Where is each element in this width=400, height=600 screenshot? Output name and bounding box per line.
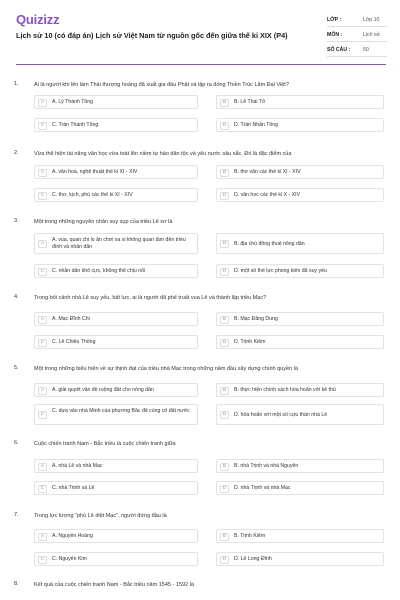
option-letter: B: [220, 463, 229, 471]
option-d[interactable]: [216, 404, 384, 425]
option-letter: C: [38, 411, 47, 419]
option-b[interactable]: [216, 165, 384, 179]
option-d[interactable]: [216, 335, 384, 349]
option-letter: B: [220, 533, 229, 541]
option-c[interactable]: [34, 264, 198, 278]
option-b[interactable]: [216, 95, 384, 109]
option-letter: A: [38, 533, 47, 541]
option-letter: D: [220, 268, 229, 276]
option-text: D. Lê Long Đĩnh: [234, 556, 272, 562]
option-letter: C: [38, 556, 47, 564]
question-text: Kết quả của cuộc chiến tranh Nam - Bắc triều năm 1545 - 1592 là: [34, 582, 194, 588]
question-text: Trong lực lượng "phù Lê diệt Mạc", người đứng đầu là: [34, 513, 167, 519]
option-text: A. văn hoá, nghệ thuật thế kỉ XI - XIV: [52, 169, 138, 175]
meta-count-value: 50: [363, 47, 369, 53]
option-letter: A: [38, 463, 47, 471]
option-text: D. văn học các thế kỉ X - XIV: [234, 192, 301, 198]
meta-count-label: SỐ CÂU :: [327, 47, 351, 53]
option-a[interactable]: [34, 233, 198, 254]
question-text: Vừa thể hiện tài năng văn học vừa toát lên niềm tự hào dân tộc và yêu nước sâu sắc. Đó là đặc điểm của: [34, 151, 292, 157]
option-a[interactable]: [34, 95, 198, 109]
option-text: D. một số thế lực phong kiến đã suy yếu: [234, 268, 327, 274]
option-letter: D: [220, 556, 229, 564]
option-letter: A: [38, 169, 47, 177]
option-a[interactable]: [34, 383, 198, 397]
option-letter: C: [38, 485, 47, 493]
option-letter: C: [38, 192, 47, 200]
meta-divider: [327, 26, 387, 27]
option-text: A. Nguyễn Hoàng: [52, 533, 93, 539]
option-text: B. thơ văn các thế kỉ XI - XIV: [234, 169, 301, 175]
option-letter: A: [38, 387, 47, 395]
option-text: B. Trịnh Kiểm: [234, 533, 266, 539]
option-d[interactable]: [216, 118, 384, 132]
option-letter: C: [38, 268, 47, 276]
option-letter: C: [38, 122, 47, 130]
question-number: 8.: [14, 581, 19, 587]
option-letter: D: [220, 339, 229, 347]
option-letter: B: [220, 240, 229, 248]
option-a[interactable]: [34, 165, 198, 179]
option-text: C. dựa vào nhà Minh của phương Bắc để củng cố đất nước: [52, 408, 190, 414]
option-letter: B: [220, 169, 229, 177]
meta-subject-label: MÔN :: [327, 32, 343, 38]
option-text: B. thực hiện chính sách hòa hoãn với kẻ thù: [234, 387, 336, 393]
option-c[interactable]: [34, 404, 198, 425]
option-letter: D: [220, 122, 229, 130]
option-text: A. Lý Thánh Tông: [52, 99, 94, 105]
question-number: 2.: [14, 150, 19, 156]
option-a[interactable]: [34, 312, 198, 326]
quizizz-logo: Quizizz: [16, 12, 60, 27]
option-letter: C: [38, 339, 47, 347]
option-text: D. nhà Trịnh và nhà Mạc: [234, 485, 291, 491]
option-c[interactable]: [34, 118, 198, 132]
option-text: C. thơ, kịch, phú các thế kỉ XI - XIV: [52, 192, 133, 198]
question-number: 4.: [14, 294, 19, 300]
meta-divider: [327, 41, 387, 42]
option-text: B. địa chủ đông thuế nông dân: [234, 240, 305, 247]
option-text: A. Mạc Đĩnh Chi: [52, 316, 90, 322]
option-text: C. nhân dân khổ cực, không thể chịu nổi: [52, 268, 146, 274]
option-d[interactable]: [216, 481, 384, 495]
header-rule: [16, 64, 386, 65]
option-text: A. nhà Lê và nhà Mạc: [52, 463, 103, 469]
option-c[interactable]: [34, 188, 198, 202]
option-letter: B: [220, 316, 229, 324]
option-text: B. nhà Trịnh và nhà Nguyễn: [234, 463, 299, 469]
option-letter: D: [220, 411, 229, 419]
document-header: [0, 0, 400, 66]
question-text: Một trong những nguyên nhân suy sụp của triều Lê sơ là: [34, 219, 173, 225]
meta-divider: [327, 56, 387, 57]
option-c[interactable]: [34, 335, 198, 349]
option-b[interactable]: [216, 459, 384, 473]
option-text: C. Nguyễn Kim: [52, 556, 87, 562]
option-letter: A: [38, 99, 47, 107]
option-text: D. hòa hoãn với một số cựu thần nhà Lê: [234, 411, 328, 418]
question-text: Một trong những biểu hiện về sự thịnh đạt của triều nhà Mạc trong những năm đầu xây dựng chính quyền là: [34, 366, 298, 372]
document-title: Lịch sử 10 (có đáp án) Lịch sử Việt Nam từ nguồn gốc đến giữa thế kỉ XIX (P4): [16, 31, 288, 40]
option-d[interactable]: [216, 264, 384, 278]
option-text: A. vua, quan chỉ lo ăn chơi xa xỉ không quan tâm đến triều đình và nhân dân: [52, 237, 186, 250]
option-letter: B: [220, 387, 229, 395]
option-c[interactable]: [34, 552, 198, 566]
option-text: C. Lê Chiêu Thống: [52, 339, 96, 345]
option-text: A. giải quyết vấn đề ruộng đất cho nông dân: [52, 387, 154, 393]
option-letter: A: [38, 316, 47, 324]
option-text: D. Trần Nhân Tông: [234, 122, 279, 128]
option-b[interactable]: [216, 383, 384, 397]
option-a[interactable]: [34, 459, 198, 473]
option-letter: D: [220, 192, 229, 200]
question-text: Cuộc chiến tranh Nam - Bắc triều là cuộc chiến tranh giữa: [34, 441, 176, 447]
option-letter: A: [38, 240, 47, 248]
option-c[interactable]: [34, 481, 198, 495]
option-d[interactable]: [216, 188, 384, 202]
meta-subject-value: Lịch sử: [363, 32, 381, 38]
option-letter: D: [220, 485, 229, 493]
option-letter: B: [220, 99, 229, 107]
option-text: C. Trần Thánh Tông: [52, 122, 99, 128]
question-number: 1.: [14, 81, 19, 87]
question-number: 3.: [14, 218, 19, 224]
option-b[interactable]: [216, 233, 384, 254]
option-text: C. nhà Trịnh và Lê: [52, 485, 95, 491]
option-text: B. Lê Thái Tổ: [234, 99, 265, 105]
option-text: B. Mạc Đăng Dung: [234, 316, 278, 322]
question-text: Trong bối cảnh nhà Lê suy yếu, bất lực, ai là người đã phế truất vua Lê và thành lập triều Mạc?: [34, 295, 267, 301]
option-b[interactable]: [216, 529, 384, 543]
option-a[interactable]: [34, 529, 198, 543]
question-number: 6.: [14, 440, 19, 446]
question-text: Ai là người khi lên làm Thái thượng hoàng đã xuất gia đầu Phật và lập ra dòng Thiền Trúc Lâm Đại Việt?: [34, 82, 289, 88]
option-d[interactable]: [216, 552, 384, 566]
question-number: 7.: [14, 512, 19, 518]
question-number: 5.: [14, 365, 19, 371]
meta-grade-value: Lớp 10: [363, 17, 380, 23]
option-text: D. Trịnh Kiểm: [234, 339, 266, 345]
option-b[interactable]: [216, 312, 384, 326]
meta-grade-label: LỚP :: [327, 17, 342, 23]
